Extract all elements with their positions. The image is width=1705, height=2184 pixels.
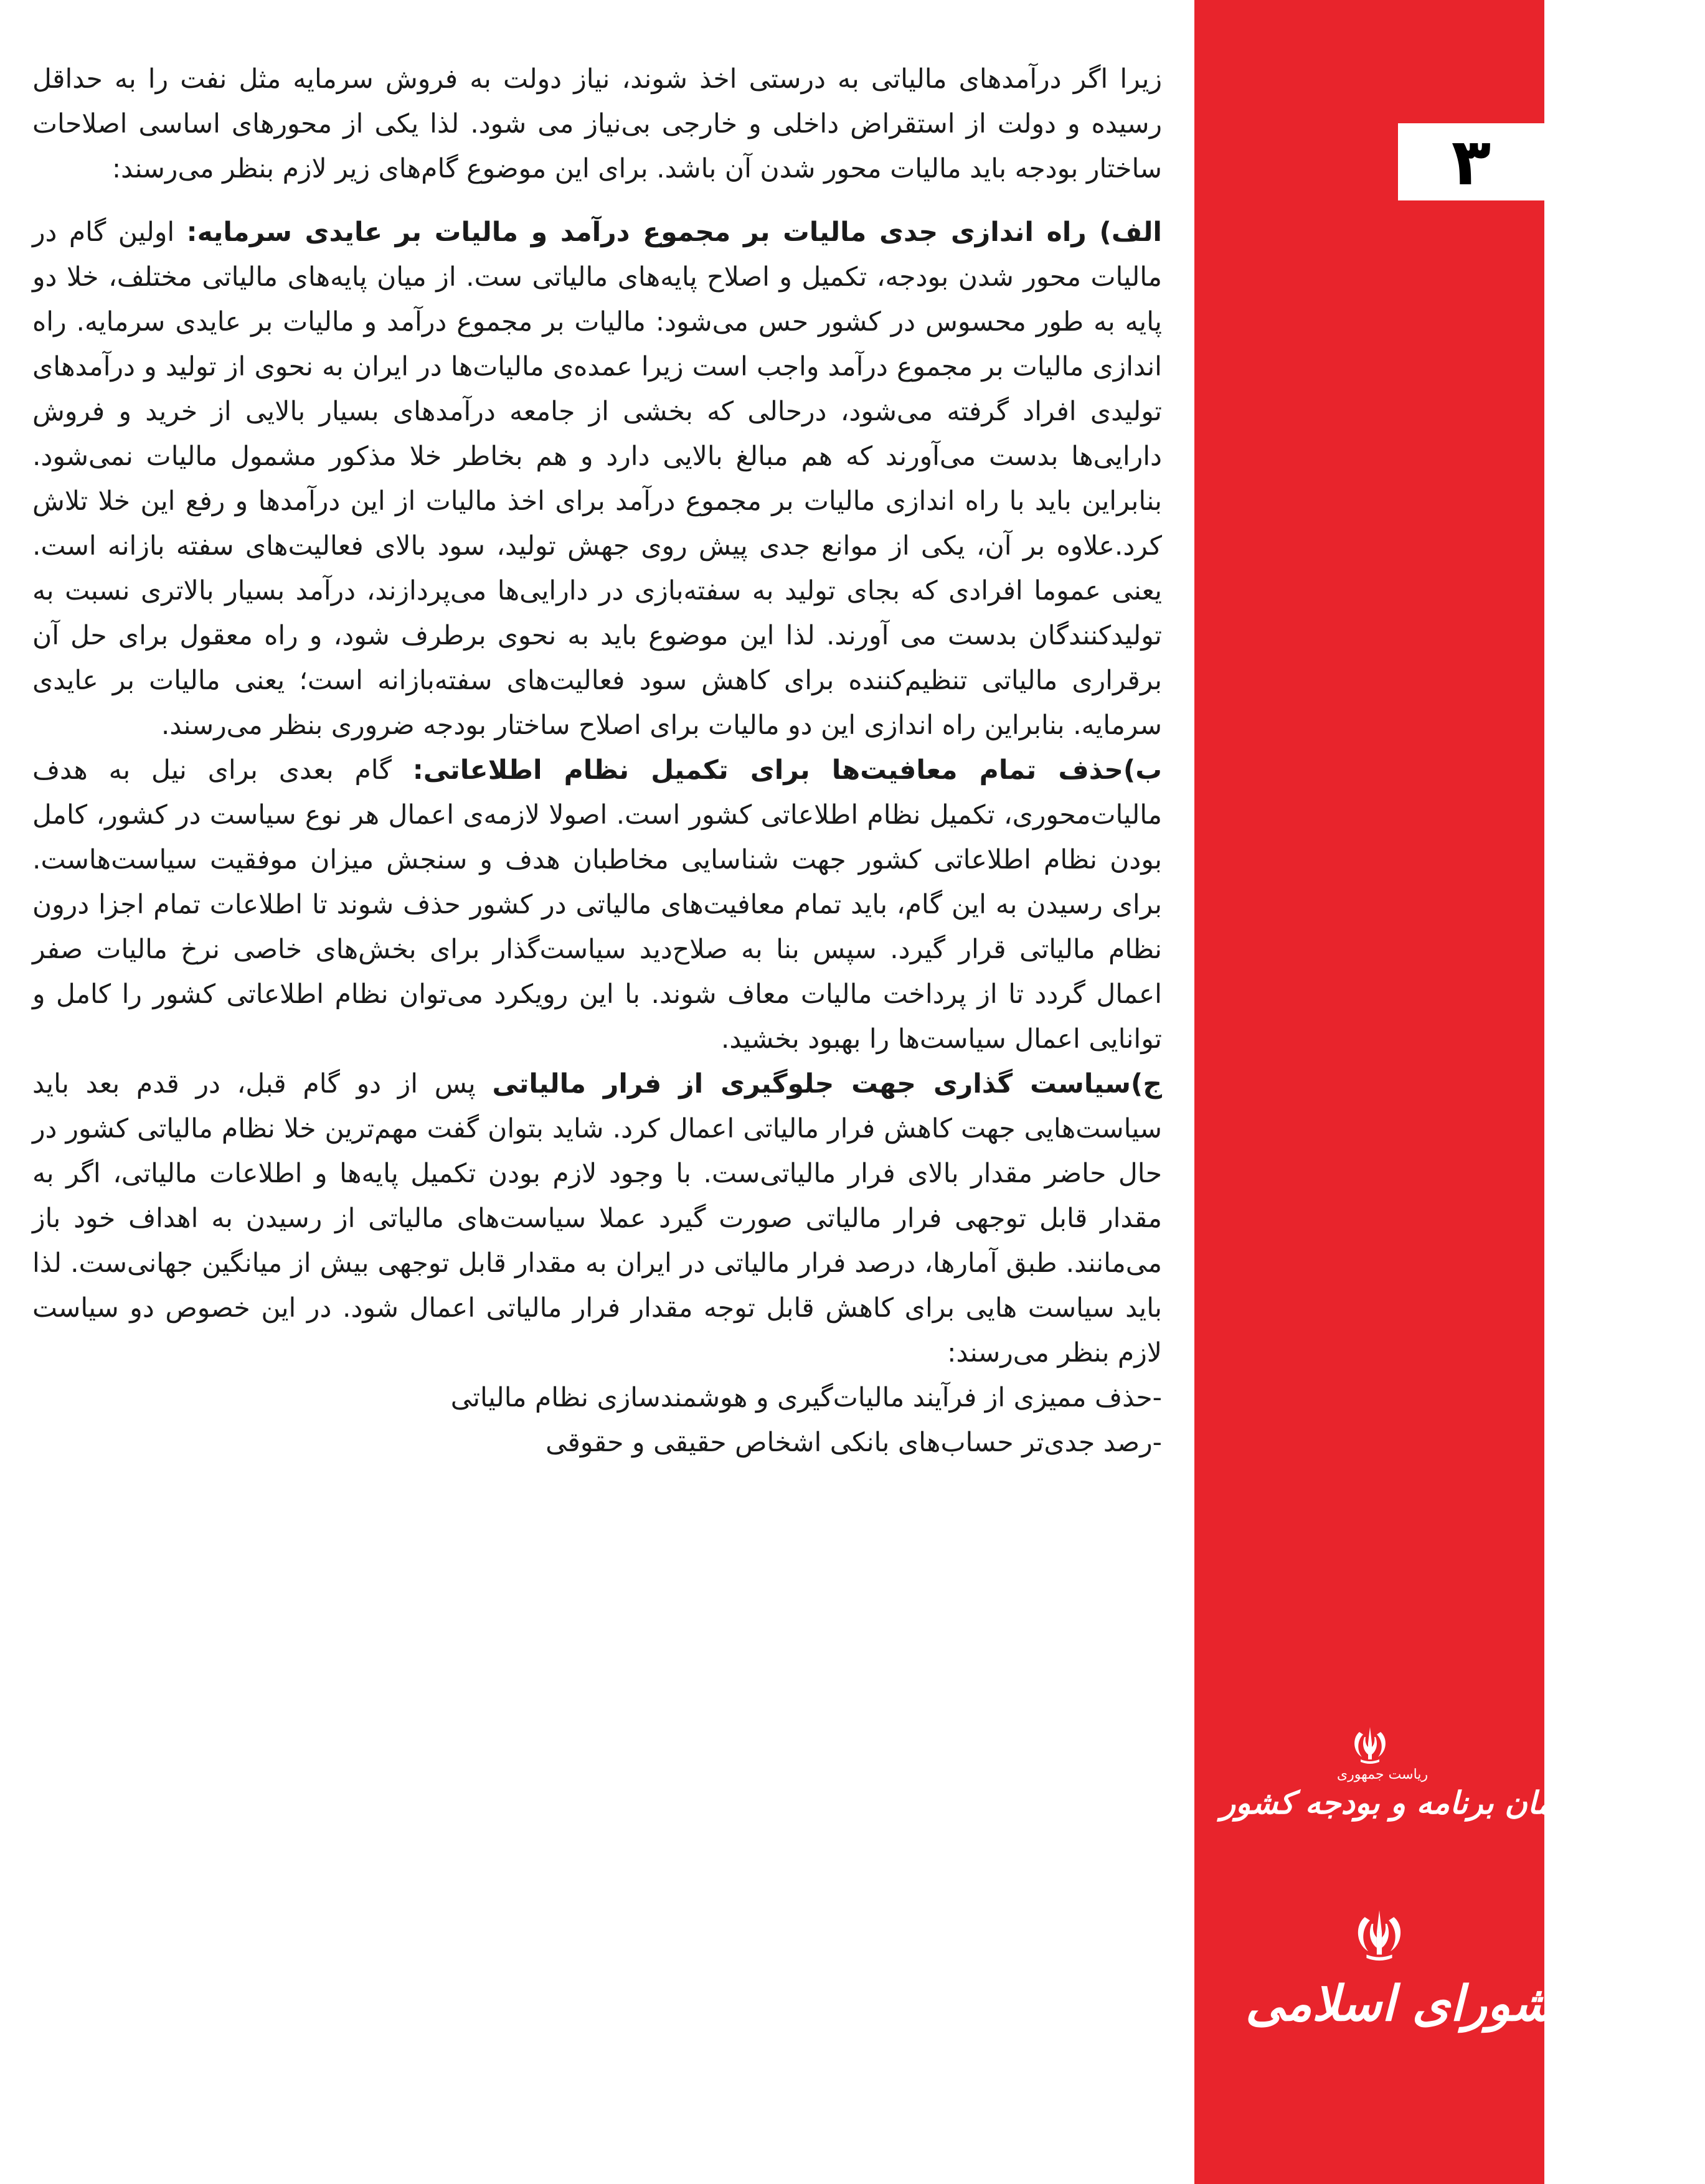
section-c-heading: ج)سیاست گذاری جهت جلوگیری از فرار مالیاتی xyxy=(492,1069,1162,1099)
bullet-item: -رصد جدی‌تر حساب‌های بانکی اشخاص حقیقی و حقوقی xyxy=(546,1428,1162,1458)
section-b-paragraph xyxy=(32,748,1162,1062)
iran-emblem-icon xyxy=(1348,1725,1392,1766)
presidency-caption: ریاست جمهوری xyxy=(1336,1767,1429,1782)
section-c-paragraph xyxy=(32,1062,1162,1376)
article-body xyxy=(32,57,1162,1466)
section-a-paragraph xyxy=(32,210,1162,748)
section-c-text: پس از دو گام قبل، در قدم بعد باید سیاست‌هایی جهت کاهش فرار مالیاتی اعمال کرد. شاید بتوان گفت مهم‌ترین خلا نظام مالیاتی کشور در حال حاضر مقدار بالای فرار مالیاتی‌ست. با وجود لازم بودن تکمیل پایه‌ها و اطلاعات مالیاتی، اگر به مقدار قابل توجهی فرار مالیاتی صورت گیرد عملا سیاست‌های مالیاتی از رسیدن به اهداف خود باز می‌مانند. طبق آمارها، درصد فرار مالیاتی در ایران به مقدار قابل توجهی بیش از میانگین جهانی‌ست. لذا باید سیاست هایی برای کاهش قابل توجه مقدار فرار مالیاتی اعمال شود. در این خصوص دو سیاست لازم بنظر می‌رسند: xyxy=(32,1069,1162,1368)
iran-emblem-icon xyxy=(1349,1905,1409,1965)
section-b-text: گام بعدی برای نیل به هدف مالیات‌محوری، تکمیل نظام اطلاعاتی کشور است. اصولا لازمه‌ی اعمال هر نوع سیاست در کشور، کامل بودن نظام اطلاعاتی کشور جهت شناسایی مخاطبان هدف و سنجش میزان موفقیت سیاست‌هاست. برای رسیدن به این گام، باید تمام معافیت‌های مالیاتی در کشور حذف شوند تا اطلاعات تمام اجزا درون نظام مالیاتی قرار گیرد. سپس بنا به صلاح‌دید سیاست‌گذار برای بخش‌های خاصی نرخ مالیات صفر اعمال گردد تا از پرداخت مالیات معاف شوند. با این رویکرد می‌توان نظام اطلاعاتی کشور را کامل و توانایی اعمال سیاست‌ها را بهبود بخشید. xyxy=(32,755,1162,1055)
section-a-heading: الف) راه اندازی جدی مالیات بر مجموع درآمد و مالیات بر عایدی سرمایه: xyxy=(186,217,1162,248)
section-b-heading: ب)حذف تمام معافیت‌ها برای تکمیل نظام اطلاعاتی: xyxy=(412,755,1162,786)
plan-budget-org-logo xyxy=(1221,1725,1605,1868)
bullet-item: -حذف ممیزی از فرآیند مالیات‌گیری و هوشمندسازی نظام مالیاتی xyxy=(450,1383,1162,1413)
section-a-text: اولین گام در مالیات محور شدن بودجه، تکمیل و اصلاح پایه‌های مالیاتی ست. از میان پایه‌های مالیاتی مختلف، خلا دو پایه به طور محسوس در کشور حس می‌شود: مالیات بر مجموع درآمد و مالیات بر عایدی سرمایه. راه اندازی مالیات بر مجموع درآمد واجب است زیرا عمده‌ی مالیات‌ها در ایران به نحوی از تولید و درآمدهای تولیدی افراد گرفته می‌شود، درحالی که بخشی از جامعه درآمدهای بسیار بالایی از خرید و فروش دارایی‌ها بدست می‌آورند که هم مبالغ بالایی دارد و هم بخاطر خلا مذکور مشمول مالیات نمی‌شود. بنابراین باید با راه اندازی مالیات بر مجموع درآمد برای اخذ مالیات از این درآمدها و رفع این خلا تلاش کرد.علاوه بر آن، یکی از موانع جدی پیش روی جهش تولید، سود بالای فعالیت‌های سفته بازانه است. یعنی عموما افرادی که بجای تولید به سفته‌بازی در دارایی‌ها می‌پردازند، درآمد بسیار بالاتری نسبت به تولیدکنندگان بدست می آورند. لذا این موضوع باید به نحوی برطرف شود، و راه معقول برای حل آن برقراری مالیاتی تنظیم‌کننده برای کاهش سود فعالیت‌های سفته‌بازانه است؛ یعنی مالیات بر عایدی سرمایه. بنابراین راه اندازی این دو مالیات برای اصلاح ساختار بودجه ضروری بنظر می‌رسند. xyxy=(32,217,1162,741)
plan-budget-org-name: سازمان برنامه و بودجه کشور xyxy=(1221,1784,1605,1821)
intro-paragraph: زیرا اگر درآمدهای مالیاتی به درستی اخذ شوند، نیاز دولت به فروش سرمایه مثل نفت را به حداقل رسیده و دولت از استقراض داخلی و خارجی بی‌نیاز می شود. لذا یکی از محورهای اساسی اصلاحات ساختار بودجه باید مالیات محور شدن آن باشد. برای این موضوع گام‌های زیر لازم بنظر می‌رسند: xyxy=(32,64,1162,184)
page-number: ۳ xyxy=(1398,123,1544,200)
majlis-name: مجلس شورای اسلامی xyxy=(1245,1975,1705,2032)
majlis-logo xyxy=(1245,1905,1705,2142)
